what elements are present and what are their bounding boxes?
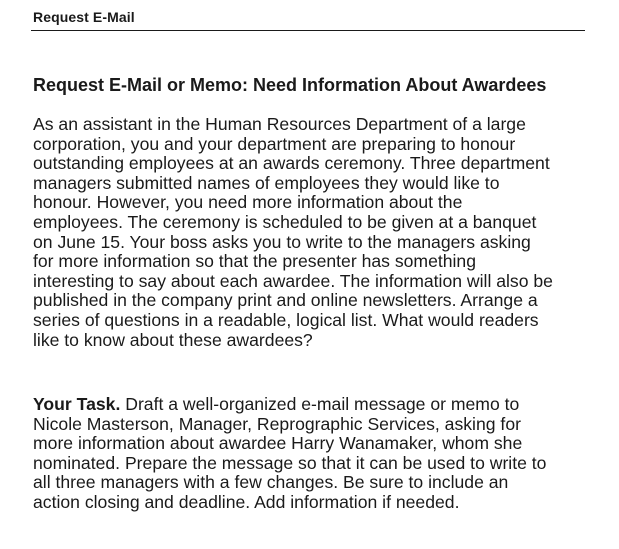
task-line: nominated. Prepare the message so that it can be used to write to <box>33 452 547 473</box>
header-rule <box>31 30 585 31</box>
intro-line: published in the company print and online newsletters. Arrange a <box>33 290 538 311</box>
intro-line: honour. However, you need more information about the <box>33 192 463 213</box>
task-line: more information about awardee Harry Wanamaker, whom she <box>33 433 523 454</box>
intro-paragraph <box>33 115 593 350</box>
intro-line: series of questions in a readable, logical list. What would readers <box>33 309 539 330</box>
task-lead: Your Task. <box>33 394 121 414</box>
intro-line: on June 15. Your boss asks you to write to the managers asking <box>33 231 531 252</box>
intro-line: employees. The ceremony is scheduled to be given at a banquet <box>33 211 537 232</box>
intro-line: outstanding employees at an awards ceremony. Three department <box>33 153 550 174</box>
running-header: Request E-Mail <box>33 9 135 25</box>
task-line: Nicole Masterson, Manager, Reprographic Services, asking for <box>33 413 521 434</box>
intro-line: corporation, you and your department are preparing to honour <box>33 133 516 154</box>
task-first-line-text: Draft a well-organized e-mail message or memo to <box>120 394 520 414</box>
intro-line: for more information so that the presenter has something <box>33 251 477 272</box>
intro-line: managers submitted names of employees they would like to <box>33 172 500 193</box>
intro-line: interesting to say about each awardee. The information will also be <box>33 270 553 291</box>
section-title: Request E-Mail or Memo: Need Information About Awardees <box>33 75 547 95</box>
task-line: action closing and deadline. Add information if needed. <box>33 491 460 512</box>
task-paragraph <box>33 395 593 513</box>
task-line: all three managers with a few changes. Be sure to include an <box>33 472 509 493</box>
intro-line: like to know about these awardees? <box>33 329 313 350</box>
intro-line: As an assistant in the Human Resources Department of a large <box>33 114 526 134</box>
task-first-line <box>33 395 593 415</box>
